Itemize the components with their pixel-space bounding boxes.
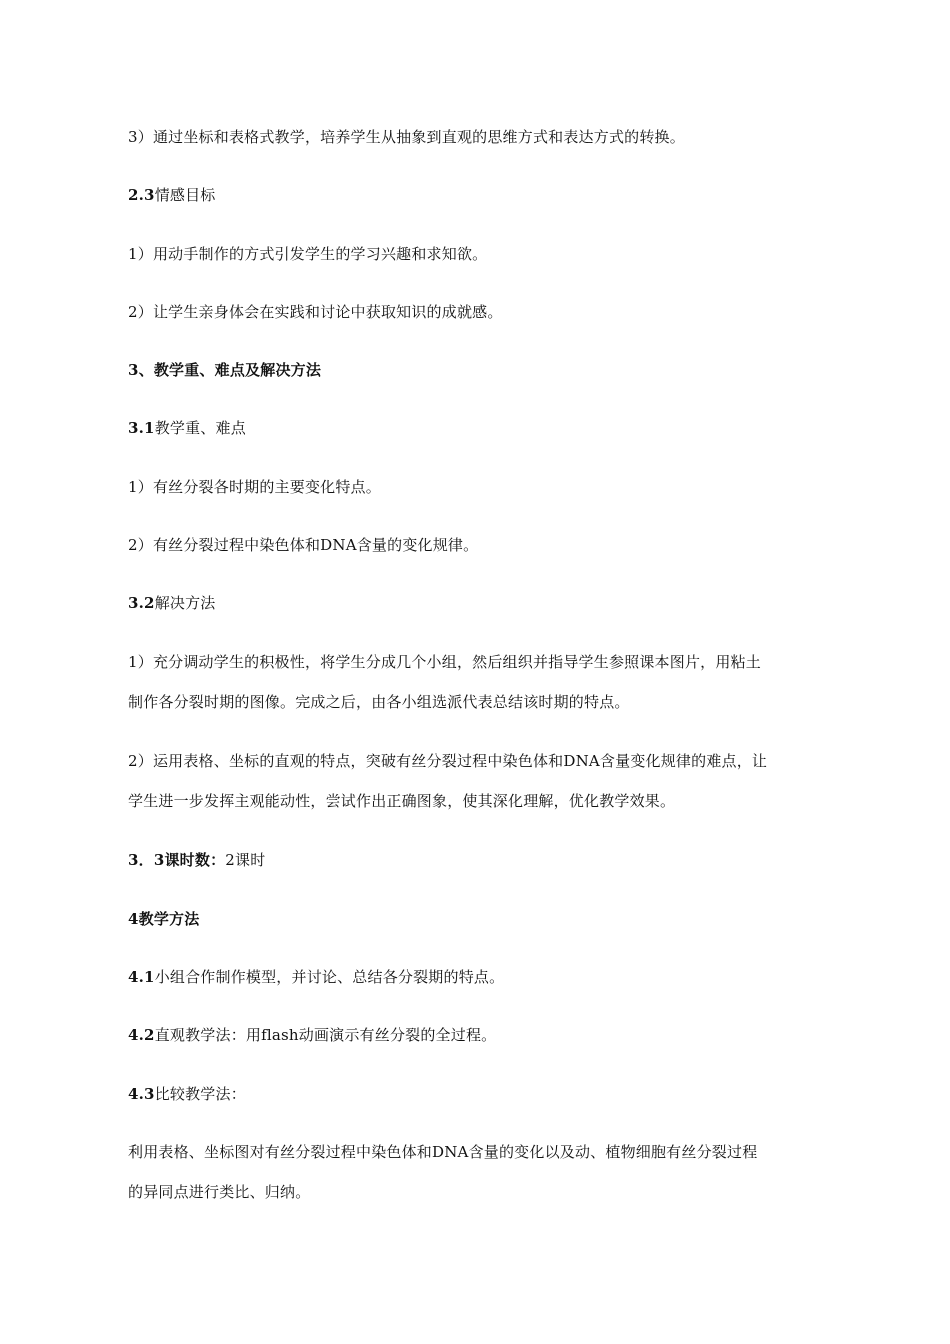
section-title: 教学重、难点 <box>154 419 246 437</box>
section-heading-4 <box>128 909 828 929</box>
section-heading-4-2 <box>128 1025 828 1045</box>
text-line <box>128 535 828 555</box>
section-text: 直观教学法：用flash动画演示有丝分裂的全过程。 <box>154 1026 497 1044</box>
paragraph-line <box>128 751 828 771</box>
value: 2课时 <box>225 851 266 869</box>
section-heading-3 <box>128 360 828 380</box>
section-title: 3、教学重、难点及解决方法 <box>128 361 322 379</box>
paragraph-line <box>128 791 828 811</box>
text-content: 3）通过坐标和表格式教学，培养学生从抽象到直观的思维方式和表达方式的转换。 <box>128 128 685 146</box>
text-content: 2）运用表格、坐标的直观的特点，突破有丝分裂过程中染色体和DNA含量变化规律的难点，让 <box>128 752 768 770</box>
section-number: 2.3 <box>128 186 155 204</box>
text-content: 2）有丝分裂过程中染色体和DNA含量的变化规律。 <box>128 536 479 554</box>
label: 3．3课时数： <box>128 851 226 869</box>
section-number: 4.1 <box>128 968 155 986</box>
section-heading-3-1 <box>128 418 828 438</box>
class-hours-line <box>128 850 828 870</box>
text-line <box>128 477 828 497</box>
text-line <box>128 244 828 264</box>
section-title: 4教学方法 <box>128 910 200 928</box>
section-number: 4.3 <box>128 1085 155 1103</box>
paragraph-line <box>128 652 828 672</box>
text-content: 1）充分调动学生的积极性，将学生分成几个小组，然后组织并指导学生参照课本图片，用粘土 <box>128 653 761 671</box>
paragraph-line <box>128 1142 828 1162</box>
section-heading-3-2 <box>128 593 828 613</box>
section-title: 解决方法 <box>154 594 216 612</box>
text-line <box>128 302 828 322</box>
text-content: 学生进一步发挥主观能动性，尝试作出正确图象，使其深化理解，优化教学效果。 <box>128 792 676 810</box>
section-text: 小组合作制作模型，并讨论、总结各分裂期的特点。 <box>154 968 505 986</box>
paragraph-line <box>128 692 828 712</box>
section-heading-4-1 <box>128 967 828 987</box>
text-content: 利用表格、坐标图对有丝分裂过程中染色体和DNA含量的变化以及动、植物细胞有丝分裂过程 <box>128 1143 758 1161</box>
section-number: 3.1 <box>128 419 155 437</box>
text-content: 1）用动手制作的方式引发学生的学习兴趣和求知欲。 <box>128 245 488 263</box>
paragraph-line <box>128 1182 828 1202</box>
section-title: 情感目标 <box>154 186 216 204</box>
section-text: 比较教学法： <box>154 1085 246 1103</box>
text-content: 的异同点进行类比、归纳。 <box>128 1183 311 1201</box>
text-content: 2）让学生亲身体会在实践和讨论中获取知识的成就感。 <box>128 303 503 321</box>
section-number: 4.2 <box>128 1026 155 1044</box>
text-line <box>128 127 828 147</box>
section-heading-2-3 <box>128 185 828 205</box>
section-heading-4-3 <box>128 1084 828 1104</box>
text-content: 制作各分裂时期的图像。完成之后，由各小组选派代表总结该时期的特点。 <box>128 693 630 711</box>
section-number: 3.2 <box>128 594 155 612</box>
text-content: 1）有丝分裂各时期的主要变化特点。 <box>128 478 381 496</box>
